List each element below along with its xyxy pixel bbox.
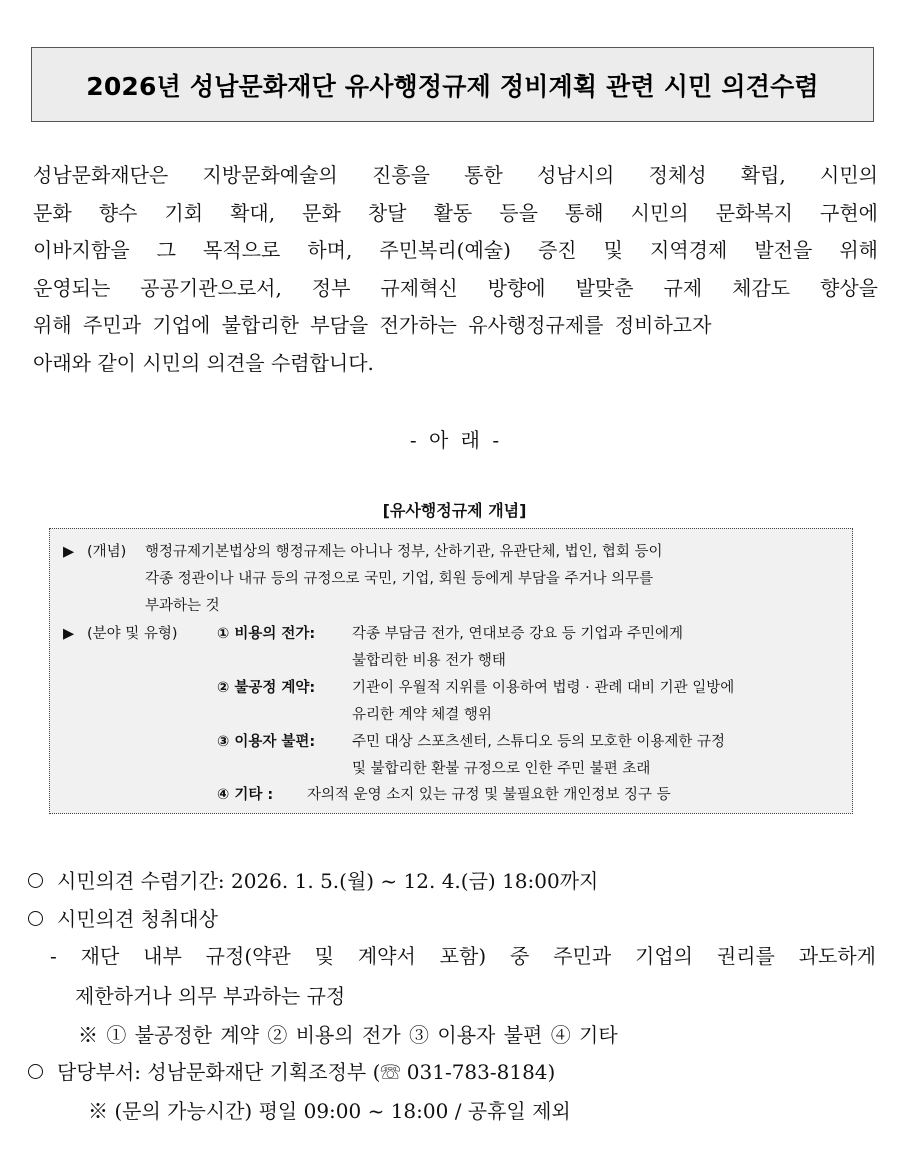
type-description: 기관이 우월적 지위를 이용하여 법령 · 관례 대비 기관 일방에 (352, 680, 735, 696)
target-line: - 재단 내부 규정(약관 및 계약서 포함) 중 주민과 기업의 권리를 과도하게 (50, 944, 876, 968)
intro-line: 운영되는 공공기관으로서, 정부 규제혁신 방향에 발맞춘 규제 체감도 향상을 (33, 275, 878, 300)
circle-bullet-icon (28, 873, 43, 888)
intro-line: 위해 주민과 기업에 불합리한 부담을 전가하는 유사행정규제를 정비하고자 (33, 313, 712, 337)
type-name: ③ 이용자 불편: (217, 734, 316, 750)
circle-bullet-icon (28, 911, 43, 926)
type-description: 불합리한 비용 전가 행태 (352, 653, 506, 669)
bullet-icon: ▶ (63, 626, 75, 642)
types-label: (분야 및 유형) (87, 626, 178, 642)
hours-note: ※ (문의 가능시간) 평일 09:00 ~ 18:00 / 공휴일 제외 (88, 1099, 571, 1123)
intro-line: 이바지함을 그 목적으로 하며, 주민복리(예술) 증진 및 지역경제 발전을 위해 (33, 238, 878, 262)
type-description: 각종 부담금 전가, 연대보증 강요 등 기업과 주민에게 (352, 626, 684, 642)
section-heading-below: - 아 래 - (409, 428, 500, 452)
type-name: ① 비용의 전가: (217, 626, 316, 642)
period-item (28, 866, 598, 896)
page-title: 2026년 성남문화재단 유사행정규제 정비계획 관련 시민 의견수렴 (86, 71, 819, 101)
concept-title: [유사행정규제 개념] (382, 501, 527, 520)
definition-label: (개념) (87, 544, 127, 560)
title-box (31, 47, 874, 122)
dept-text: 담당부서: 성남문화재단 기획조정부 (☏ 031-783-8184) (57, 1060, 556, 1084)
type-name: ② 불공정 계약: (217, 680, 316, 696)
intro-line: 아래와 같이 시민의 의견을 수렴합니다. (33, 350, 374, 375)
type-description: 및 불합리한 환불 규정으로 인한 주민 불편 초래 (352, 761, 651, 777)
definition-line: 행정규제기본법상의 행정규제는 아니나 정부, 산하기관, 유관단체, 법인, 협회 등이 (145, 544, 663, 560)
target-note: ※ ① 불공정한 계약 ② 비용의 전가 ③ 이용자 불편 ④ 기타 (78, 1023, 618, 1047)
concept-box (49, 528, 853, 814)
dept-item (28, 1057, 555, 1087)
target-line: 제한하거나 의무 부과하는 규정 (75, 984, 346, 1008)
intro-line: 성남문화재단은 지방문화예술의 진흥을 통한 성남시의 정체성 확립, 시민의 (33, 163, 878, 187)
type-description: 주민 대상 스포츠센터, 스튜디오 등의 모호한 이용제한 규정 (352, 734, 726, 750)
intro-line: 문화 향수 기회 확대, 문화 창달 활동 등을 통해 시민의 문화복지 구현에 (33, 200, 878, 225)
target-item (28, 904, 218, 934)
bullet-icon: ▶ (63, 544, 75, 560)
target-title: 시민의견 청취대상 (57, 907, 218, 931)
type-description: 자의적 운영 소지 있는 규정 및 불필요한 개인정보 징구 등 (307, 787, 671, 803)
intro-paragraph (33, 157, 878, 382)
type-description: 유리한 계약 체결 행위 (352, 707, 492, 723)
period-text: 시민의견 수렴기간: 2026. 1. 5.(월) ~ 12. 4.(금) 18:00까지 (57, 869, 599, 893)
type-name: ④ 기타 : (217, 787, 274, 803)
definition-line: 각종 정관이나 내규 등의 규정으로 국민, 기업, 회원 등에게 부담을 주거나 의무를 (145, 571, 654, 587)
circle-bullet-icon (28, 1064, 43, 1079)
definition-line: 부과하는 것 (145, 598, 220, 614)
